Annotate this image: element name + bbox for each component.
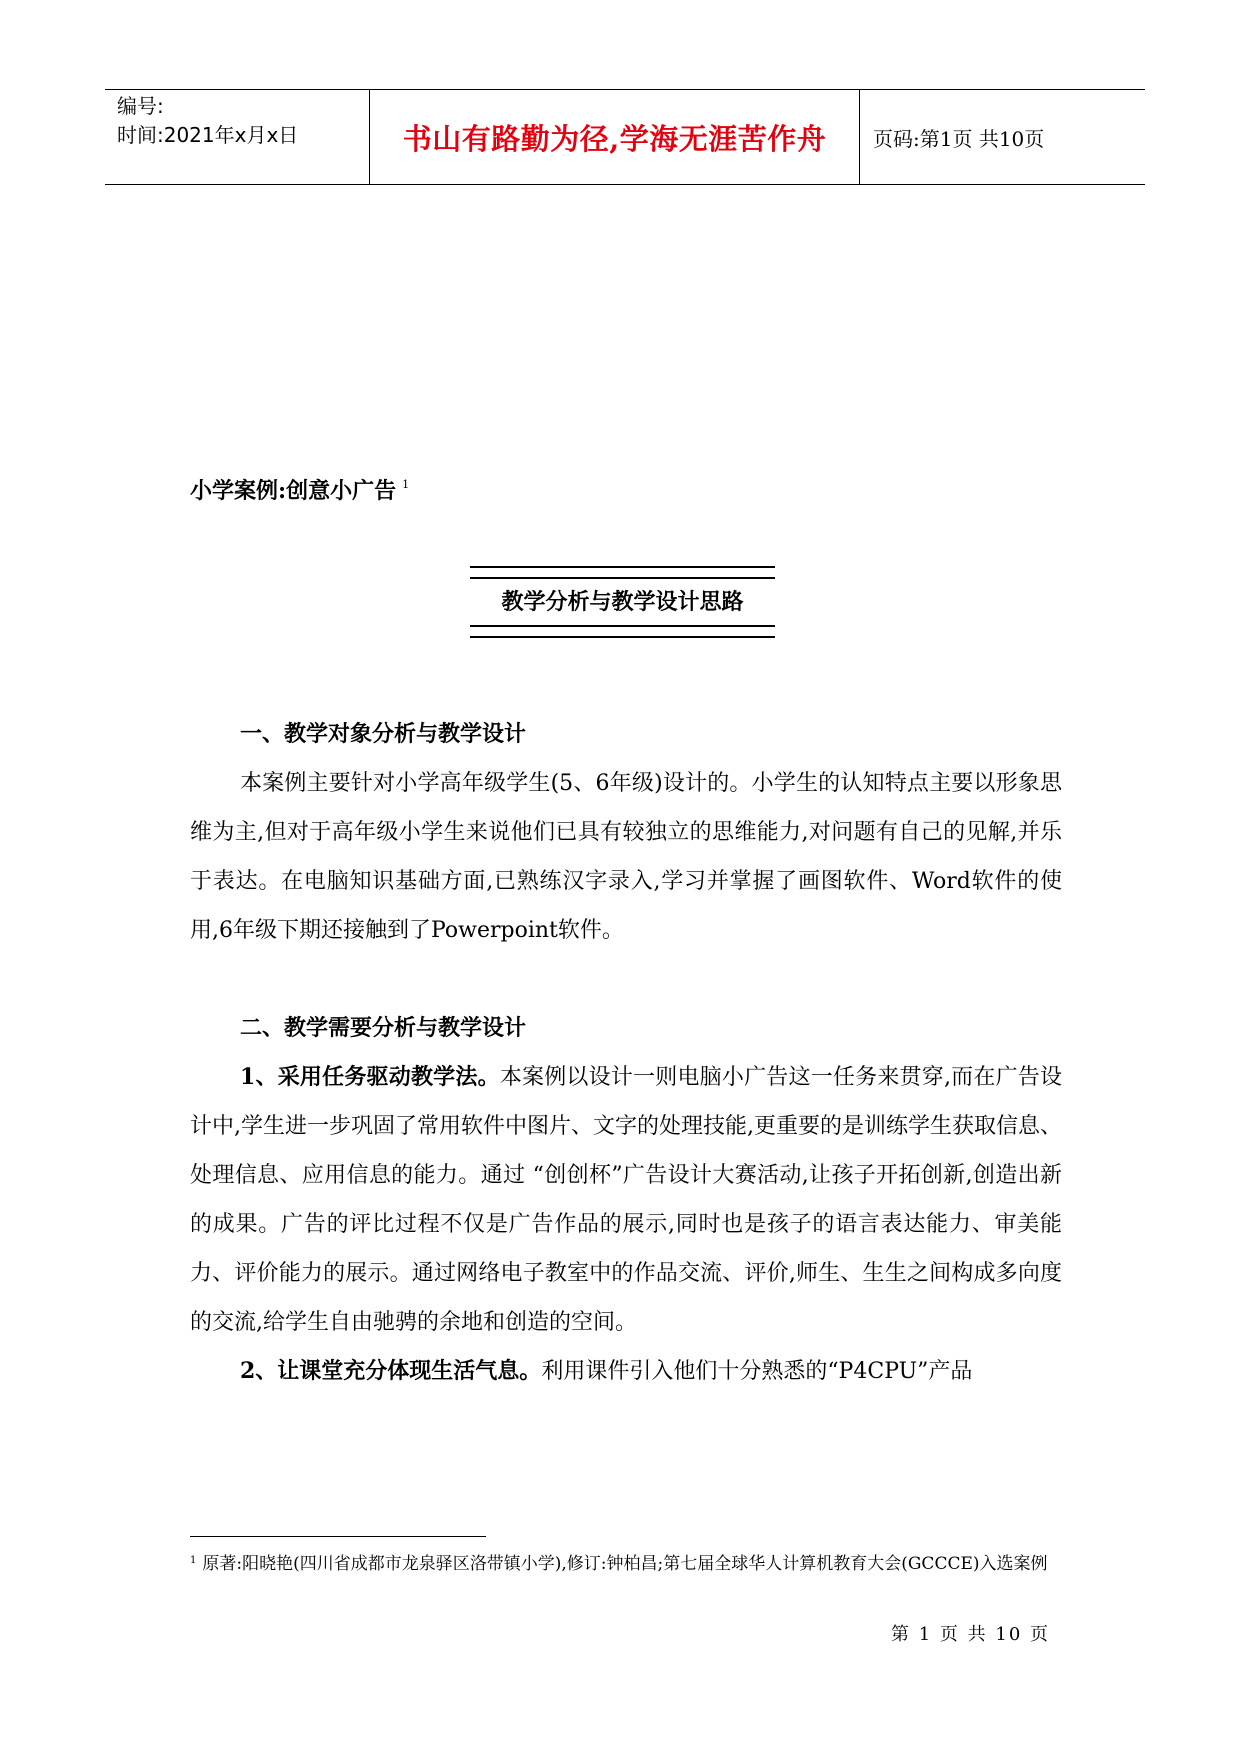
footnote-text: 原著:阳晓艳(四川省成都市龙泉驿区洛带镇小学),修订:钟柏昌;第七届全球华人计算机教育大会(GCCCE)入选案例 [202,1554,1048,1574]
footnote-ref[interactable]: 1 [402,478,410,491]
section-banner [470,560,775,644]
banner-bottom-rule [470,625,775,638]
section-heading-2: 二、教学需要分析与教学设计 [240,1015,527,1041]
item1-lead: 1、采用任务驱动教学法。 [240,1064,500,1090]
banner-title: 教学分析与教学设计思路 [501,589,744,615]
number-label: 编号: [117,94,164,118]
section2-item2 [190,1347,1062,1396]
section1-paragraph: 本案例主要针对小学高年级学生(5、6年级)设计的。小学生的认知特点主要以形象思维为主,但对于高年级小学生来说他们已具有较独立的思维能力,对问题有自己的见解,并乐于表达。在电脑知识基础方面,已熟练汉字录入,学习并掌握了画图软件、Word软件的使用,6年级下期还接触到了Powerpoint软件。 [190,771,1062,943]
section2-item1 [190,1053,1062,1347]
footnote-separator [190,1536,486,1537]
header-meta [105,90,370,184]
document-title-text: 小学案例:创意小广告 [190,478,397,504]
item2-text: 利用课件引入他们十分熟悉的“P4CPU”产品 [541,1359,973,1384]
footnote-mark: 1 [190,1555,197,1566]
page-footer: 第 1 页 共 10 页 [891,1624,1050,1645]
page-header [105,89,1145,185]
footnote [190,1548,1070,1577]
body-content [190,710,1062,1396]
item1-text: 本案例以设计一则电脑小广告这一任务来贯穿,而在广告设计中,学生进一步巩固了常用软件中图片、文字的处理技能,更重要的是训练学生获取信息、处理信息、应用信息的能力。通过 “创创杯”广告设计大赛活动,让孩子开拓创新,创造出新的成果。广告的评比过程不仅是广告作品的展示,同时也是孩子的语言表达能力、审美能力、评价能力的展示。通过网络电子教室中的作品交流、评价,师生、生生之间构成多向度的交流,给学生自由驰骋的余地和创造的空间。 [190,1065,1063,1335]
document-title [190,474,409,505]
section-heading-1: 一、教学对象分析与教学设计 [240,721,527,747]
header-page-label: 页码:第1页 共10页 [873,126,1045,151]
spacer [190,955,1062,1004]
time-label: 时间:2021年x月x日 [117,123,299,147]
header-motto: 书山有路勤为径,学海无涯苦作舟 [370,90,860,184]
item2-lead: 2、让课堂充分体现生活气息。 [240,1358,542,1384]
banner-top-rule [470,566,775,579]
